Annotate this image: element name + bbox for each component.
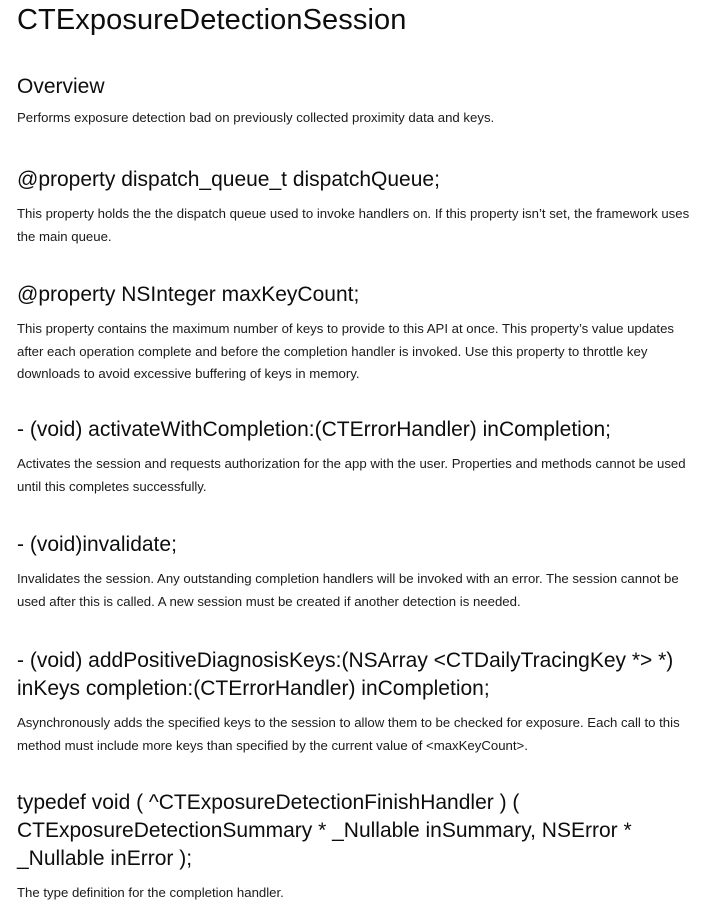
section-dispatch-queue <box>17 166 693 248</box>
section-heading: @property NSInteger maxKeyCount; <box>17 283 360 306</box>
section-body: This property holds the the dispatch queue used to invoke handlers on. If this property isn’t set, the framework uses the main queue. <box>17 206 690 244</box>
section-heading: - (void) addPositiveDiagnosisKeys:(NSArray <CTDailyTracingKey *> *) inKeys completion:(CTErrorHandler) inCompletion; <box>17 649 674 700</box>
section-activate <box>17 416 693 498</box>
section-max-key-count <box>17 281 693 386</box>
section-body: This property contains the maximum number of keys to provide to this API at once. This property’s value updates after each operation complete and before the completion handler is invoked. Use this property to throttle key downloads to avoid excessive buffering of keys in memory. <box>17 321 675 381</box>
section-heading: - (void)invalidate; <box>17 533 177 556</box>
section-heading: - (void) activateWithCompletion:(CTErrorHandler) inCompletion; <box>17 418 612 441</box>
section-invalidate <box>17 531 693 613</box>
section-body: Activates the session and requests authorization for the app with the user. Properties and methods cannot be used until this completes successfully. <box>17 456 686 494</box>
section-heading: Overview <box>17 75 105 98</box>
section-body: Invalidates the session. Any outstanding completion handlers will be invoked with an error. The session cannot be used after this is called. A new session must be created if another detection is needed. <box>17 571 679 609</box>
section-heading: @property dispatch_queue_t dispatchQueue; <box>17 168 440 191</box>
section-body: The type definition for the completion handler. <box>17 885 284 900</box>
section-heading: typedef void ( ^CTExposureDetectionFinishHandler ) ( CTExposureDetectionSummary * _Nullable inSummary, NSError * _Nullable inError ); <box>17 791 632 870</box>
section-body: Asynchronously adds the specified keys to the session to allow them to be checked for exposure. Each call to this method must include more keys than specified by the current value of <maxKeyCount>. <box>17 715 680 753</box>
section-typedef <box>17 789 693 905</box>
section-overview <box>17 73 693 130</box>
page-title: CTExposureDetectionSession <box>17 4 407 36</box>
section-body: Performs exposure detection bad on previously collected proximity data and keys. <box>17 110 495 125</box>
section-add-positive-diagnosis-keys <box>17 647 693 757</box>
